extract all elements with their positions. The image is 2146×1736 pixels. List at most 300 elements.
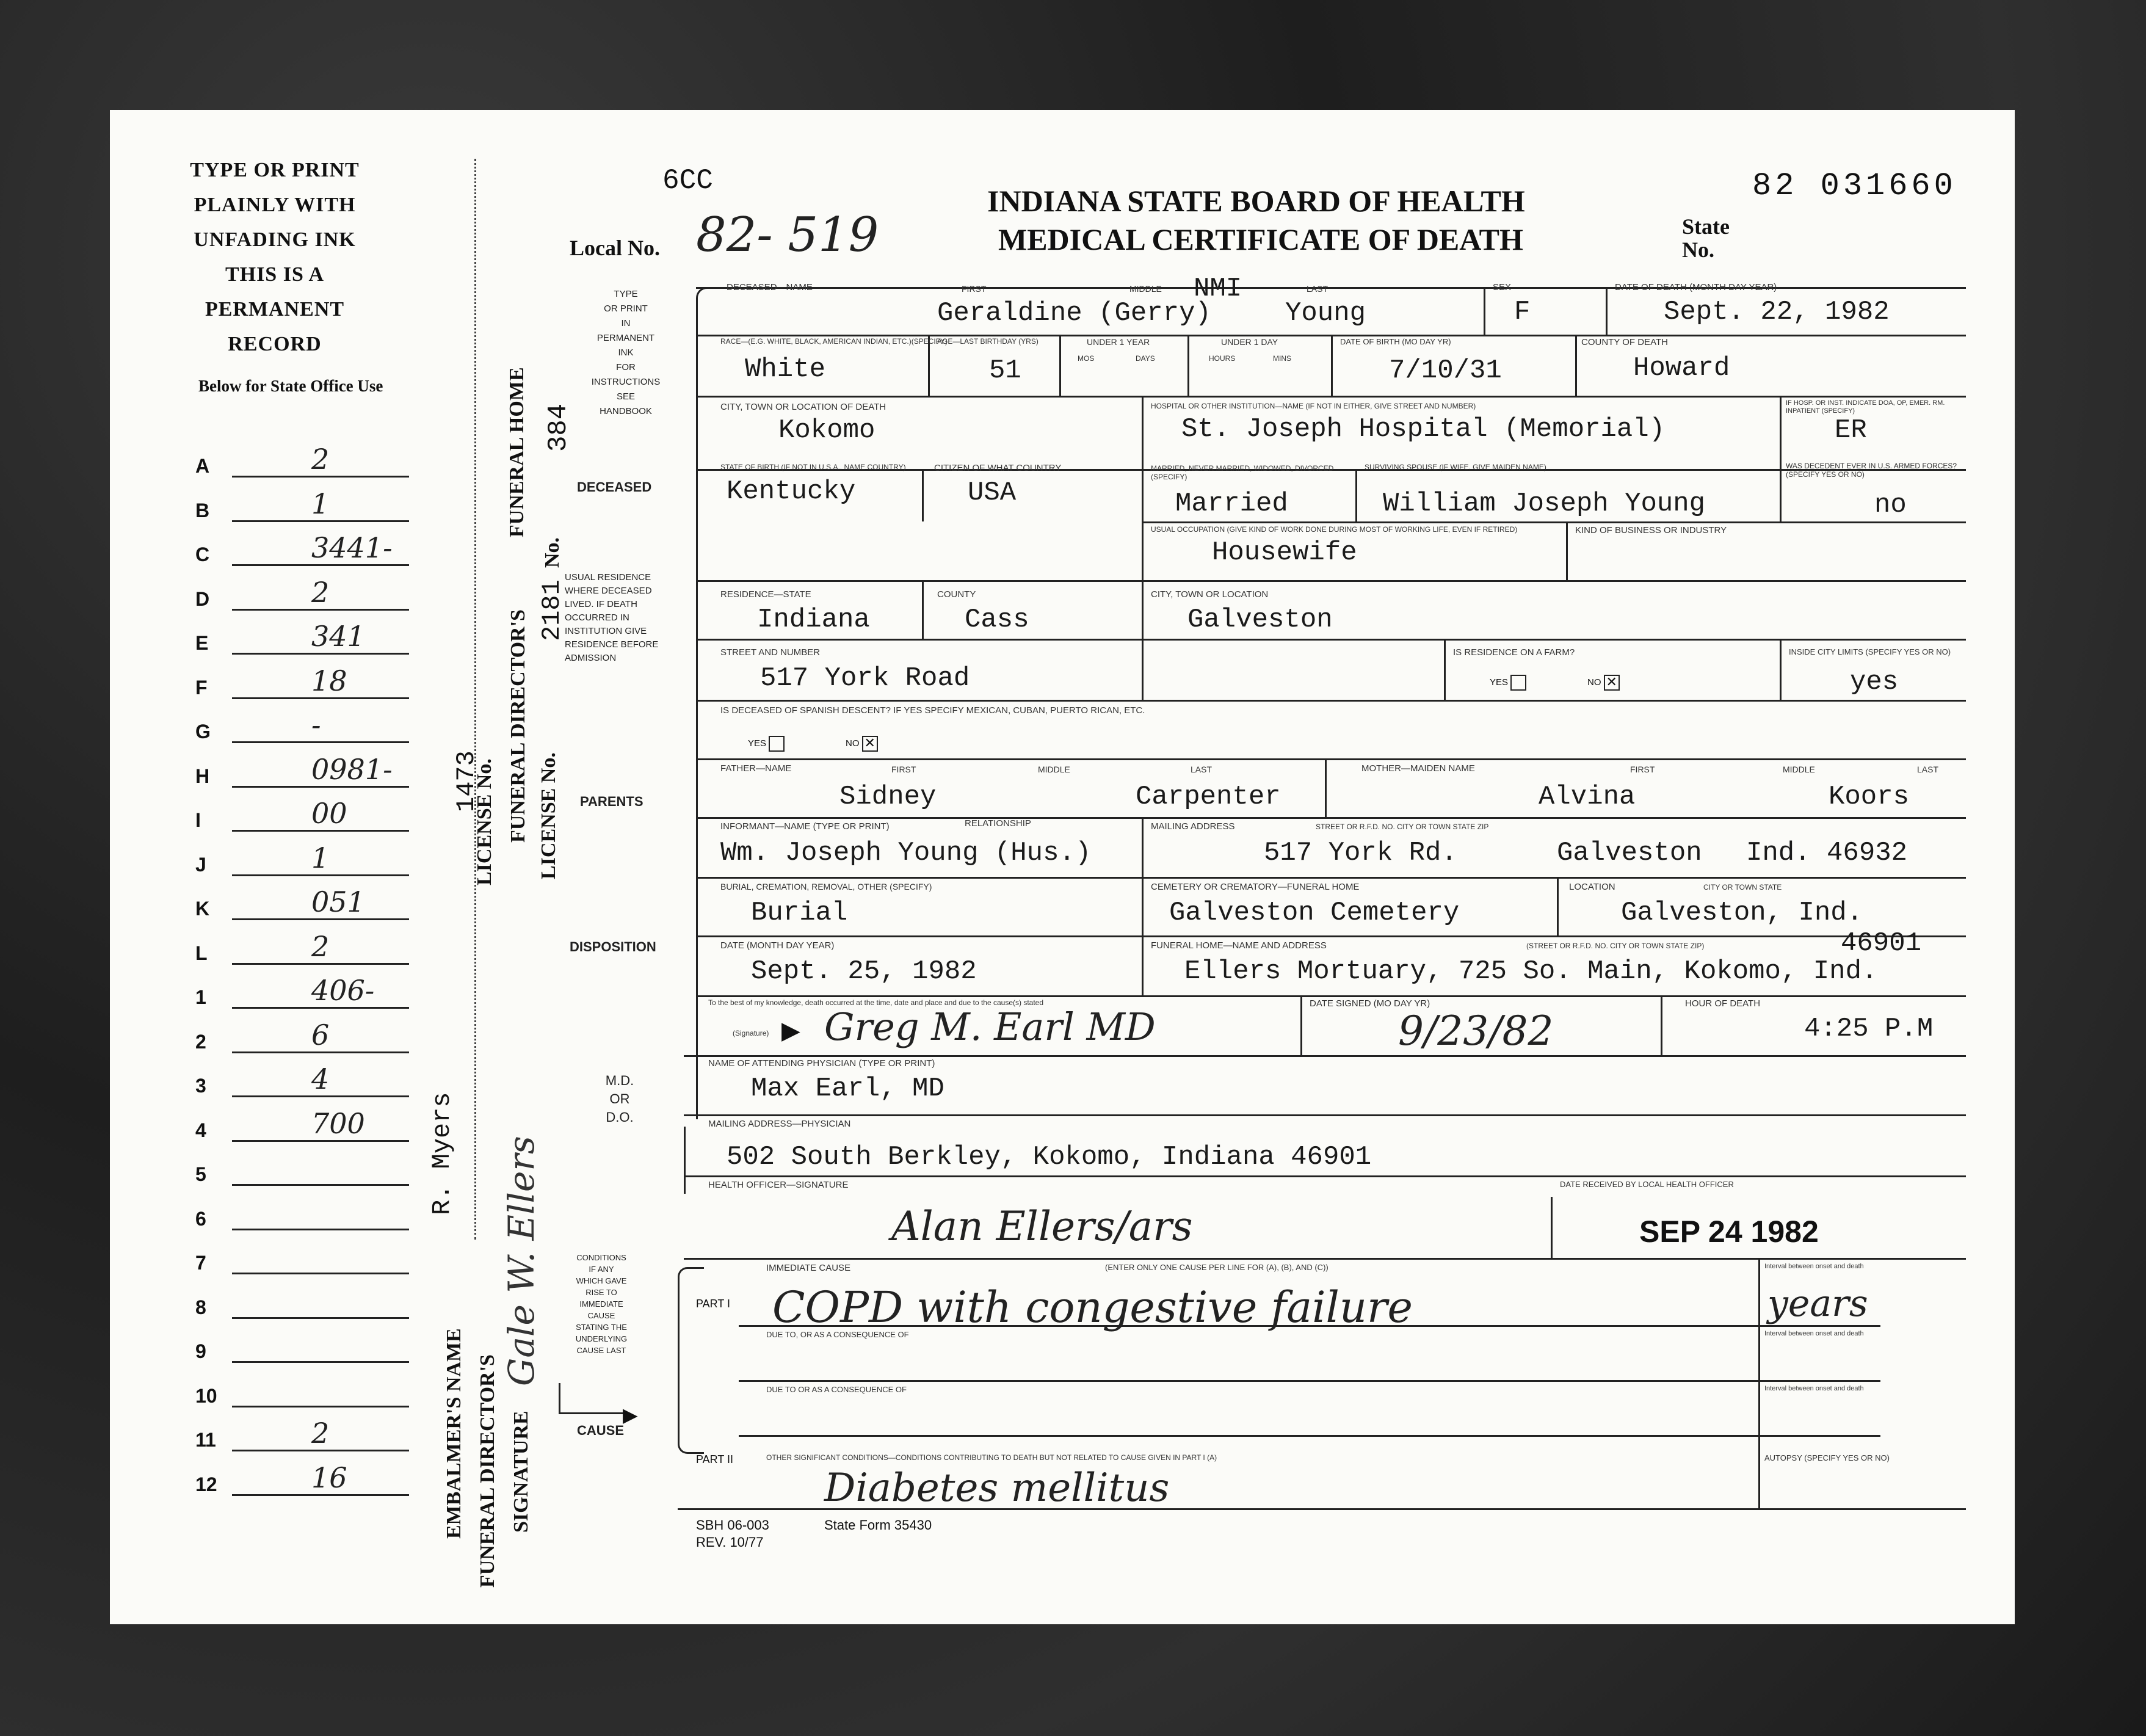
occupation: Housewife <box>1212 537 1357 568</box>
spanish-no-label: NO <box>846 738 860 749</box>
code-key: 1 <box>195 986 206 1008</box>
marital: Married <box>1175 488 1288 519</box>
immediate-cause-label: IMMEDIATE CAUSE <box>766 1263 851 1273</box>
citizen: USA <box>968 478 1017 508</box>
code-line <box>232 1494 409 1496</box>
form-line <box>696 580 1966 582</box>
mother-label: MOTHER—MAIDEN NAME <box>1361 763 1475 774</box>
other-conditions-label: OTHER SIGNIFICANT CONDITIONS—CONDITIONS CONTRIBUTING TO DEATH BUT NOT RELATED TO CAUSE GIVEN IN PART I (A) <box>766 1453 1217 1462</box>
days-label: DAYS <box>1136 354 1155 363</box>
spanish-no-checkbox[interactable]: ✕ <box>862 736 878 752</box>
physician-mailing-label: MAILING ADDRESS—PHYSICIAN <box>708 1119 851 1129</box>
health-officer-signature: Alan Ellers/ars <box>891 1203 1193 1250</box>
form-divider <box>1566 521 1568 580</box>
county-label: COUNTY <box>937 589 976 600</box>
code-value: 4 <box>311 1062 330 1095</box>
date-received-label: DATE RECEIVED BY LOCAL HEALTH OFFICER <box>1560 1180 1734 1189</box>
form-line <box>684 1055 1966 1057</box>
last-name: Young <box>1285 298 1366 329</box>
note-line: WHERE DECEASED <box>565 586 652 596</box>
form-divider <box>1187 335 1189 396</box>
type-print-note <box>568 287 684 419</box>
sex: F <box>1514 297 1531 327</box>
note-line: INK <box>618 347 634 358</box>
local-no-label: Local No. <box>570 236 660 260</box>
code-key: G <box>195 721 211 743</box>
funeral-director-license-number: 2181 <box>537 579 567 641</box>
spanish-yes-checkbox[interactable] <box>769 736 785 752</box>
mins-label: MINS <box>1273 354 1291 363</box>
note-line: OR <box>609 1091 630 1106</box>
md-do-label <box>589 1072 650 1127</box>
due-to-label-2: DUE TO OR AS A CONSEQUENCE OF <box>766 1385 907 1394</box>
code-key: D <box>195 587 210 610</box>
state-no-value: 82 031660 <box>1752 168 1957 204</box>
part-ii-label: PART II <box>696 1453 734 1465</box>
code-key: 3 <box>195 1075 206 1097</box>
code-line <box>232 697 409 699</box>
md-bracket <box>684 1127 704 1194</box>
note-line: WHICH GAVE <box>576 1276 627 1285</box>
county-of-death: Howard <box>1633 353 1730 383</box>
cemetery: Galveston Cemetery <box>1169 898 1460 928</box>
funeral-home-zip: 46901 <box>1841 928 1922 959</box>
form-divider <box>1331 335 1333 396</box>
cemetery-label: CEMETERY OR CREMATORY—FUNERAL HOME <box>1151 882 1360 892</box>
code-line <box>232 1140 409 1142</box>
spanish-yes-label: YES <box>748 738 767 749</box>
funeral-home-name: Ellers Mortuary, 725 So. Main, Kokomo, Ind. <box>1184 956 1878 987</box>
mailing-state-zip: Ind. 46932 <box>1746 838 1908 868</box>
instructions-block <box>183 153 366 361</box>
code-line <box>232 830 409 832</box>
code-key: 4 <box>195 1119 206 1141</box>
state-no-label-2: No. <box>1682 238 1714 262</box>
code-value: 6 <box>311 1018 330 1051</box>
knowledge-label: To the best of my knowledge, death occurred at the time, date and place and due to the cause(s) stated <box>708 998 1044 1007</box>
note-line: USUAL RESIDENCE <box>565 572 651 583</box>
under-1-day-label: UNDER 1 DAY <box>1221 337 1278 347</box>
code-key: B <box>195 499 210 521</box>
code-key: J <box>195 853 206 876</box>
code-key: 7 <box>195 1252 206 1274</box>
first-label: FIRST <box>962 284 987 294</box>
note-line: M.D. <box>605 1073 634 1088</box>
code-line <box>232 1317 409 1319</box>
father-last-label: LAST <box>1191 764 1213 774</box>
code-value: 16 <box>311 1461 347 1494</box>
street: 517 York Road <box>760 663 970 694</box>
form-line <box>684 1175 1966 1177</box>
under-1-year-label: UNDER 1 YEAR <box>1087 337 1150 347</box>
form-divider <box>1355 469 1357 521</box>
form-divider <box>1142 877 1144 995</box>
form-divider <box>1142 817 1144 877</box>
code-line <box>232 1450 409 1451</box>
form-divider <box>1444 639 1446 700</box>
instruction-line: PERMANENT <box>205 298 345 321</box>
form-divider <box>1142 396 1144 700</box>
armed-forces-label: WAS DECEDENT EVER IN U.S. ARMED FORCES? (SPECIFY YES OR NO) <box>1786 462 1957 479</box>
form-line <box>696 396 1966 398</box>
first-name: Geraldine (Gerry) <box>937 298 1211 329</box>
location: Galveston, Ind. <box>1621 898 1863 928</box>
embalmer-name-label: EMBALMER'S NAME <box>443 1328 465 1539</box>
title-line-2: MEDICAL CERTIFICATE OF DEATH <box>998 222 1523 256</box>
code-line <box>232 918 409 920</box>
form-divider <box>1059 335 1061 396</box>
spanish-yes <box>748 736 785 752</box>
farm-no-label: NO <box>1587 677 1601 688</box>
form-divider <box>1780 639 1782 700</box>
race: White <box>745 354 826 385</box>
hours-label: HOURS <box>1209 354 1236 363</box>
mother-first: Alvina <box>1539 782 1636 812</box>
note-line: FOR <box>616 362 636 372</box>
code-line <box>232 476 409 478</box>
code-key: I <box>195 809 201 831</box>
state-of-birth-label: STATE OF BIRTH (IF NOT IN U.S.A., NAME COUNTRY) <box>720 463 906 471</box>
signature-arrow-icon: ▶ <box>781 1017 800 1044</box>
enter-one-label: (ENTER ONLY ONE CAUSE PER LINE FOR (A), (B), AND (C)) <box>1105 1263 1329 1272</box>
code-value: 1 <box>311 841 330 874</box>
code-value: 1 <box>311 487 330 520</box>
instruction-line: TYPE OR PRINT <box>190 159 360 181</box>
form-line <box>696 877 1966 879</box>
relationship-label: RELATIONSHIP <box>965 818 1031 829</box>
date-received-stamp: SEP 24 1982 <box>1639 1215 1819 1249</box>
due-to-label-1: DUE TO, OR AS A CONSEQUENCE OF <box>766 1330 909 1339</box>
middle-name: NMI <box>1194 274 1242 304</box>
hosp-doa-label: IF HOSP. OR INST. INDICATE DOA, OP, EMER. RM. INPATIENT (SPECIFY) <box>1786 399 1945 415</box>
physician-name-label: NAME OF ATTENDING PHYSICIAN (TYPE OR PRINT) <box>708 1058 935 1069</box>
middle-label: MIDDLE <box>1129 284 1162 294</box>
code-value: 051 <box>311 885 365 918</box>
interval-label-b: Interval between onset and death <box>1764 1330 1864 1337</box>
armed-forces: no <box>1874 490 1907 520</box>
code-line <box>232 1007 409 1009</box>
physician-name: Max Earl, MD <box>751 1073 944 1104</box>
spouse: William Joseph Young <box>1383 488 1706 519</box>
farm-label: IS RESIDENCE ON A FARM? <box>1453 647 1575 658</box>
form-divider <box>1300 995 1302 1055</box>
funeral-director-label: FUNERAL DIRECTOR'S <box>507 609 529 843</box>
note-line: IN <box>621 318 631 329</box>
spanish-no <box>846 736 878 752</box>
form-line <box>696 758 1966 760</box>
signature-label: (Signature) <box>733 1029 769 1037</box>
farm-yes-checkbox[interactable] <box>1510 675 1526 691</box>
note-line: UNDERLYING <box>575 1334 628 1343</box>
hour: 4:25 P.M <box>1804 1014 1934 1044</box>
code-line <box>232 1051 409 1053</box>
burial-date: Sept. 25, 1982 <box>751 956 977 987</box>
note-line: IF ANY <box>589 1265 614 1274</box>
other-conditions: Diabetes mellitus <box>824 1465 1170 1511</box>
license-no-label: LICENSE No. <box>473 758 496 885</box>
mailing-sub-label: STREET OR R.F.D. NO. CITY OR TOWN STATE ZIP <box>1316 823 1489 831</box>
note-line: HANDBOOK <box>600 406 652 416</box>
part-i-label: PART I <box>696 1298 731 1310</box>
father-first-label: FIRST <box>891 764 916 774</box>
code-value: 2 <box>311 929 330 963</box>
note-line: CONDITIONS <box>576 1253 626 1262</box>
cause-arrow-head: ▶ <box>623 1404 638 1426</box>
state-form: State Form 35430 <box>824 1517 932 1533</box>
usual-residence-note <box>565 571 687 665</box>
dob: 7/10/31 <box>1389 355 1502 386</box>
code-key: K <box>195 898 210 920</box>
code-value: - <box>311 708 321 741</box>
age-label: AGE—LAST BIRTHDAY (YRS) <box>937 337 1039 346</box>
burial-label: BURIAL, CREMATION, REMOVAL, OTHER (SPECIFY) <box>720 882 932 892</box>
cause-a: COPD with congestive failure <box>772 1282 1413 1332</box>
fd-signature-label-1: FUNERAL DIRECTOR'S <box>476 1354 499 1588</box>
date-label: DATE (MONTH DAY YEAR) <box>720 940 835 951</box>
note-line: OCCURRED IN <box>565 612 629 623</box>
marital-label: MARRIED, NEVER MARRIED, WIDOWED, DIVORCED (SPECIFY) <box>1151 464 1334 481</box>
form-line <box>696 935 1966 937</box>
instruction-line: UNFADING INK <box>194 228 356 251</box>
hosp-doa: ER <box>1835 415 1867 446</box>
form-divider <box>1661 995 1662 1055</box>
code-key: 10 <box>195 1384 217 1407</box>
form-line <box>696 995 1966 997</box>
interval-a: years <box>1767 1282 1868 1325</box>
code-key: E <box>195 632 209 654</box>
form-divider <box>1325 758 1327 817</box>
form-divider <box>1758 1258 1760 1508</box>
date-signed-label: DATE SIGNED (MO DAY YR) <box>1310 998 1430 1009</box>
date-of-death-label: DATE OF DEATH (MONTH DAY YEAR) <box>1615 282 1777 292</box>
farm-yes <box>1490 675 1526 691</box>
funeral-home-label: FUNERAL HOME <box>506 367 528 537</box>
father-middle-label: MIDDLE <box>1038 764 1070 774</box>
instruction-line: THIS IS A <box>225 263 325 286</box>
inside-city-label: INSIDE CITY LIMITS (SPECIFY YES OR NO) <box>1789 647 1951 656</box>
form-line <box>739 1435 1880 1437</box>
code-line <box>232 1184 409 1186</box>
code-key: 8 <box>195 1296 206 1318</box>
code-key: C <box>195 543 210 565</box>
funeral-home-no-label: No. <box>541 537 564 568</box>
code-line <box>232 786 409 788</box>
form-divider <box>922 580 924 639</box>
fd-signature-label-2: SIGNATURE <box>510 1411 532 1533</box>
code-value: 406- <box>311 974 375 1007</box>
autopsy-label: AUTOPSY (SPECIFY YES OR NO) <box>1764 1453 1890 1462</box>
code-value: 0981- <box>311 752 393 786</box>
county-of-death-label: COUNTY OF DEATH <box>1581 337 1668 347</box>
date-of-death: Sept. 22, 1982 <box>1664 297 1890 327</box>
father-last: Carpenter <box>1136 782 1281 812</box>
funeral-director-license-label: LICENSE No. <box>537 752 560 879</box>
revision: REV. 10/77 <box>696 1534 764 1550</box>
note-line: SEE <box>616 391 635 402</box>
code-value: 3441- <box>311 531 393 564</box>
father-label: FATHER—NAME <box>720 763 792 774</box>
code-value: 2 <box>311 575 330 609</box>
note-line: D.O. <box>606 1110 634 1125</box>
mother-last-label: LAST <box>1917 764 1939 774</box>
form-line <box>684 1258 1966 1260</box>
code-key: 5 <box>195 1163 206 1185</box>
city-of-death-label: CITY, TOWN OR LOCATION OF DEATH <box>720 402 886 412</box>
funeral-home-number: 384 <box>543 403 574 452</box>
form-divider <box>1606 287 1608 335</box>
form-divider <box>922 469 924 521</box>
funeral-director-signature: Gale W. Ellers <box>501 1136 542 1386</box>
code-line <box>232 564 409 566</box>
code-line <box>232 874 409 876</box>
mother-first-label: FIRST <box>1630 764 1655 774</box>
hospital-label: HOSPITAL OR OTHER INSTITUTION—NAME (IF NOT IN EITHER, GIVE STREET AND NUMBER) <box>1151 402 1476 410</box>
hospital: St. Joseph Hospital (Memorial) <box>1181 414 1666 445</box>
form-line <box>739 1380 1880 1382</box>
note-line: CAUSE <box>587 1311 615 1320</box>
code-value: 00 <box>311 797 347 830</box>
death-certificate <box>110 110 2015 1624</box>
code-value: 2 <box>311 1417 330 1450</box>
conditions-note <box>565 1252 638 1356</box>
code-value: 700 <box>311 1106 365 1140</box>
burial: Burial <box>751 898 848 928</box>
code-key: 2 <box>195 1030 206 1053</box>
interval-label-c: Interval between onset and death <box>1764 1385 1864 1392</box>
code-value: 2 <box>311 443 330 476</box>
form-code: SBH 06-003 <box>696 1517 769 1533</box>
physician-mailing: 502 South Berkley, Kokomo, Indiana 46901 <box>727 1142 1372 1172</box>
code-key: H <box>195 764 210 787</box>
mos-label: MOS <box>1078 354 1095 363</box>
state-office-use-label: Below for State Office Use <box>198 377 383 395</box>
mailing-city: Galveston <box>1557 838 1702 868</box>
form-divider <box>1557 877 1559 935</box>
funeral-home-name-label: FUNERAL HOME—NAME AND ADDRESS <box>1151 940 1327 951</box>
cause-bracket <box>678 1267 704 1454</box>
note-line: CAUSE LAST <box>576 1346 626 1355</box>
physician-signature: Greg M. Earl MD <box>824 1004 1156 1049</box>
form-divider <box>1551 1197 1553 1258</box>
note-line: RESIDENCE BEFORE <box>565 639 659 650</box>
cause-arrow-stem <box>559 1383 560 1414</box>
note-line: INSTRUCTIONS <box>591 377 661 387</box>
dob-label: DATE OF BIRTH (MO DAY YR) <box>1340 337 1451 346</box>
race-label: RACE—(E.G. WHITE, BLACK, AMERICAN INDIAN, ETC.)(SPECIFY) <box>720 337 948 346</box>
code-value: 18 <box>311 664 347 697</box>
code-line <box>232 1273 409 1274</box>
note-line: PERMANENT <box>596 333 655 343</box>
interval-label-a: Interval between onset and death <box>1764 1263 1864 1270</box>
code-key: L <box>195 942 208 964</box>
deceased-name-label: DECEASED—NAME <box>727 282 813 292</box>
farm-no-checkbox[interactable]: ✕ <box>1604 675 1620 691</box>
code-key: 6 <box>195 1207 206 1230</box>
disposition-section-label: DISPOSITION <box>570 939 656 954</box>
form-line <box>696 817 1966 819</box>
spanish-label: IS DECEASED OF SPANISH DESCENT? IF YES SPECIFY MEXICAN, CUBAN, PUERTO RICAN, ETC. <box>720 705 1145 716</box>
business-label: KIND OF BUSINESS OR INDUSTRY <box>1575 525 1727 536</box>
mailing-street: 517 York Rd. <box>1264 838 1457 868</box>
mailing-label: MAILING ADDRESS <box>1151 821 1235 832</box>
mother-middle-label: MIDDLE <box>1783 764 1815 774</box>
note-line: RISE TO <box>585 1288 617 1297</box>
spouse-label: SURVIVING SPOUSE (IF WIFE, GIVE MAIDEN NAME) <box>1365 463 1546 471</box>
date-signed: 9/23/82 <box>1398 1008 1554 1055</box>
funeral-home-sub-label: (STREET OR R.F.D. NO. CITY OR TOWN STATE ZIP) <box>1526 942 1705 950</box>
cause-arrow-shaft <box>559 1412 626 1414</box>
code-line <box>232 609 409 611</box>
sex-label: SEX <box>1493 282 1512 292</box>
code-key: 9 <box>195 1340 206 1362</box>
street-label: STREET AND NUMBER <box>720 647 821 658</box>
form-divider <box>1780 469 1782 521</box>
mother-last: Koors <box>1829 782 1910 812</box>
dotted-divider <box>474 159 476 1240</box>
note-line: IMMEDIATE <box>579 1299 623 1309</box>
deceased-section-label: DECEASED <box>577 479 652 495</box>
form-line <box>684 1114 1966 1116</box>
form-divider <box>1484 287 1485 335</box>
office-note: 6CC <box>662 165 713 197</box>
code-line <box>232 1361 409 1363</box>
county: Cass <box>965 605 1029 635</box>
code-key: 11 <box>195 1429 216 1451</box>
code-key: 12 <box>195 1473 217 1495</box>
local-no-value: 82- 519 <box>696 208 879 263</box>
informant: Wm. Joseph Young (Hus.) <box>720 838 1092 868</box>
note-line: STATING THE <box>576 1323 627 1332</box>
form-line <box>696 700 1966 702</box>
age: 51 <box>989 355 1021 386</box>
main-bracket <box>696 287 716 1119</box>
note-line: TYPE <box>614 289 638 299</box>
code-line <box>232 1406 409 1407</box>
note-line: INSTITUTION GIVE <box>565 626 647 636</box>
location-sub-label: CITY OR TOWN STATE <box>1703 883 1782 892</box>
form-line <box>1142 521 1966 523</box>
farm-no <box>1587 675 1620 691</box>
state-no-label-1: State <box>1682 214 1730 239</box>
note-line: OR PRINT <box>604 303 648 314</box>
embalmer-name: R. Myers <box>427 1092 457 1215</box>
code-line <box>232 741 409 743</box>
city-label: CITY, TOWN OR LOCATION <box>1151 589 1269 600</box>
city: Galveston <box>1187 605 1333 635</box>
form-divider <box>1780 396 1782 469</box>
farm-yes-label: YES <box>1490 677 1509 688</box>
form-line <box>696 639 1966 641</box>
code-line <box>232 520 409 522</box>
city-of-death: Kokomo <box>778 415 875 446</box>
form-divider <box>1575 335 1577 396</box>
code-key: F <box>195 676 208 699</box>
occupation-label: USUAL OCCUPATION (GIVE KIND OF WORK DONE DURING MOST OF WORKING LIFE, EVEN IF RETIRED) <box>1151 525 1518 534</box>
instruction-line: PLAINLY WITH <box>194 194 356 216</box>
code-key: A <box>195 455 210 477</box>
health-officer-label: HEALTH OFFICER—SIGNATURE <box>708 1180 849 1190</box>
location-label: LOCATION <box>1569 882 1615 892</box>
code-value: 341 <box>311 620 365 653</box>
informant-label: INFORMANT—NAME (TYPE OR PRINT) <box>720 821 890 832</box>
code-line <box>232 963 409 965</box>
residence-state-label: RESIDENCE—STATE <box>720 589 811 600</box>
citizen-label: CITIZEN OF WHAT COUNTRY <box>934 463 1062 473</box>
note-line: LIVED. IF DEATH <box>565 599 637 609</box>
state-of-birth: Kentucky <box>727 476 856 507</box>
license-number: 1473 <box>452 750 481 812</box>
hour-label: HOUR OF DEATH <box>1685 998 1761 1009</box>
